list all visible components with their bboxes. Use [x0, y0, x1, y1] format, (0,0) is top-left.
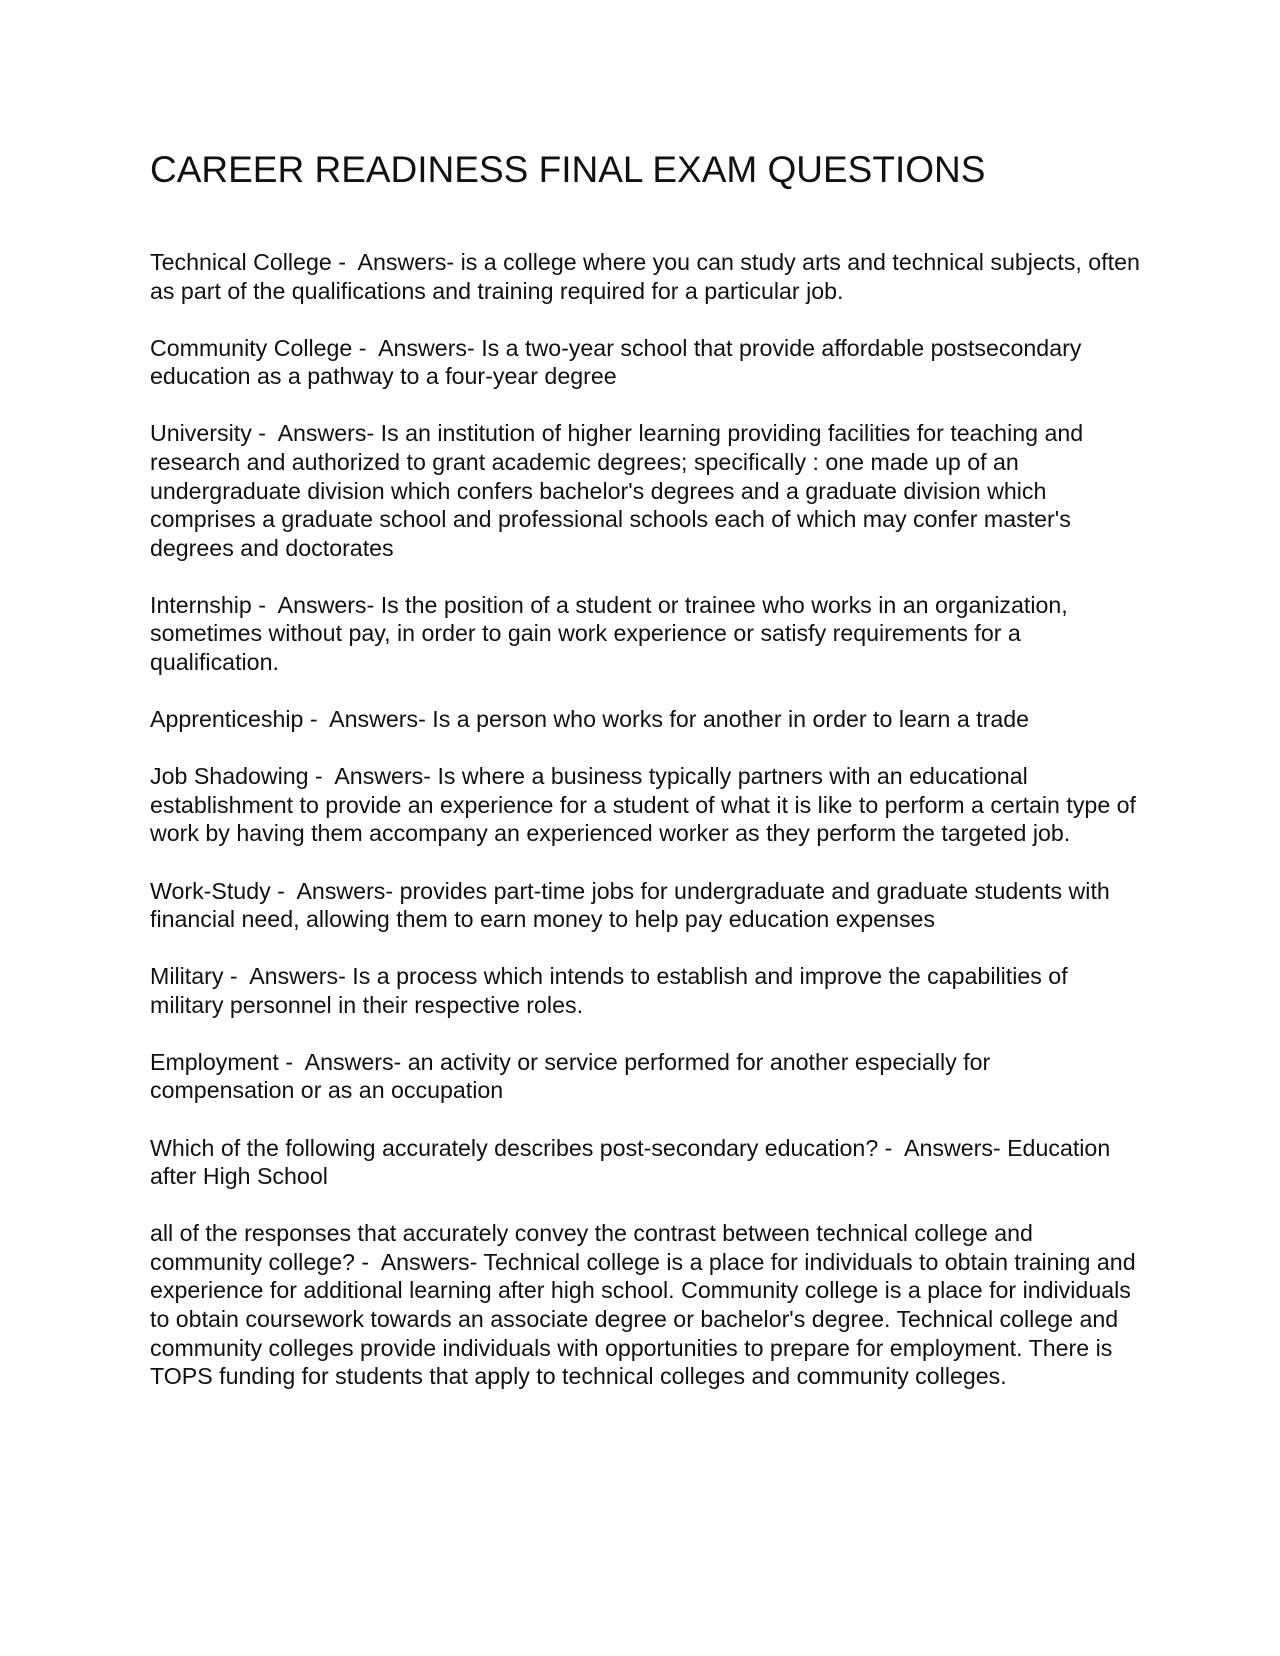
- qa-entry: [150, 1219, 1143, 1391]
- qa-term: Community College: [150, 334, 353, 361]
- qa-entry: [150, 334, 1140, 391]
- qa-term: Technical College: [150, 249, 332, 275]
- qa-entry: [150, 762, 1143, 848]
- qa-separator: - Answers-: [352, 334, 482, 361]
- qa-separator: - Answers-: [223, 963, 353, 990]
- qa-entry: [150, 962, 1140, 1019]
- qa-separator: - Answers-: [251, 591, 381, 618]
- qa-entry: [150, 877, 1140, 934]
- qa-term: Work-Study: [150, 877, 271, 904]
- qa-term: Which of the following accurately describes post-secondary education?: [150, 1134, 879, 1161]
- qa-entry: [150, 705, 1140, 734]
- qa-entry: [150, 1048, 1140, 1105]
- qa-answer: an activity or service performed for another especially for compensation or as an occupation: [150, 1048, 997, 1104]
- qa-answer: Technical college is a place for individuals to obtain training and experience for additional learning after high school. Community college is a place for individuals to obtain coursework towards an associate degree or bachelor's degree. Technical college and community colleges provide individuals with opportunities to prepare for employment. There is TOPS funding for students that apply to technical colleges and community colleges.: [150, 1248, 1143, 1390]
- qa-answer: provides part-time jobs for undergraduate and graduate students with financial need, allowing them to earn money to help pay education expenses: [150, 877, 1117, 933]
- qa-separator: - Answers-: [278, 1048, 408, 1075]
- qa-entry: [150, 591, 1140, 677]
- qa-term: University: [150, 420, 252, 447]
- qa-separator: - Answers-: [270, 877, 400, 904]
- qa-answer: is a college where you can study arts and technical subjects, often as part of the qualifications and training required for a particular job.: [150, 249, 1147, 304]
- qa-answer: Education after High School: [150, 1134, 1117, 1190]
- qa-answer: Is the position of a student or trainee who works in an organization, sometimes without pay, in order to gain work experience or satisfy requirements for a qualification.: [150, 591, 1075, 676]
- qa-term: Job Shadowing: [150, 763, 309, 790]
- page-title: CAREER READINESS FINAL EXAM QUESTIONS: [150, 149, 986, 190]
- qa-term: all of the responses that accurately convey the contrast between technical college and community college?: [150, 1220, 1040, 1275]
- qa-term: Apprenticeship: [150, 706, 304, 733]
- qa-separator: - Answers-: [878, 1134, 1008, 1161]
- qa-answer: Is an institution of higher learning providing facilities for teaching and research and authorized to grant academic degrees; specifically : one made up of an undergraduate division which confers bachelor's degrees and a graduate division which comprises a graduate school and professional schools each of which may confer master's degrees and doctorates: [150, 420, 1090, 561]
- qa-answer: Is a person who works for another in order to learn a trade: [432, 706, 1030, 733]
- qa-separator: - Answers-: [308, 763, 438, 790]
- qa-list: [150, 248, 1147, 1419]
- qa-entry: [150, 1134, 1140, 1191]
- qa-entry: [150, 419, 1140, 562]
- qa-separator: - Answers-: [251, 420, 381, 447]
- qa-entry: [150, 248, 1147, 305]
- qa-answer: Is where a business typically partners with an educational establishment to provide an experience for a student of what it is like to perform a certain type of work by having them accompany an experienced worker as they perform the targeted job.: [150, 763, 1143, 847]
- qa-separator: - Answers-: [354, 1248, 484, 1275]
- qa-answer: Is a process which intends to establish and improve the capabilities of military personnel in their respective roles.: [150, 963, 1075, 1018]
- qa-separator: - Answers-: [303, 706, 433, 733]
- qa-term: Employment: [150, 1048, 279, 1075]
- qa-term: Internship: [150, 591, 252, 618]
- qa-term: Military: [150, 963, 224, 990]
- qa-answer: Is a two-year school that provide affordable postsecondary education as a pathway to a four-year degree: [150, 334, 1088, 390]
- qa-separator: - Answers-: [331, 249, 461, 275]
